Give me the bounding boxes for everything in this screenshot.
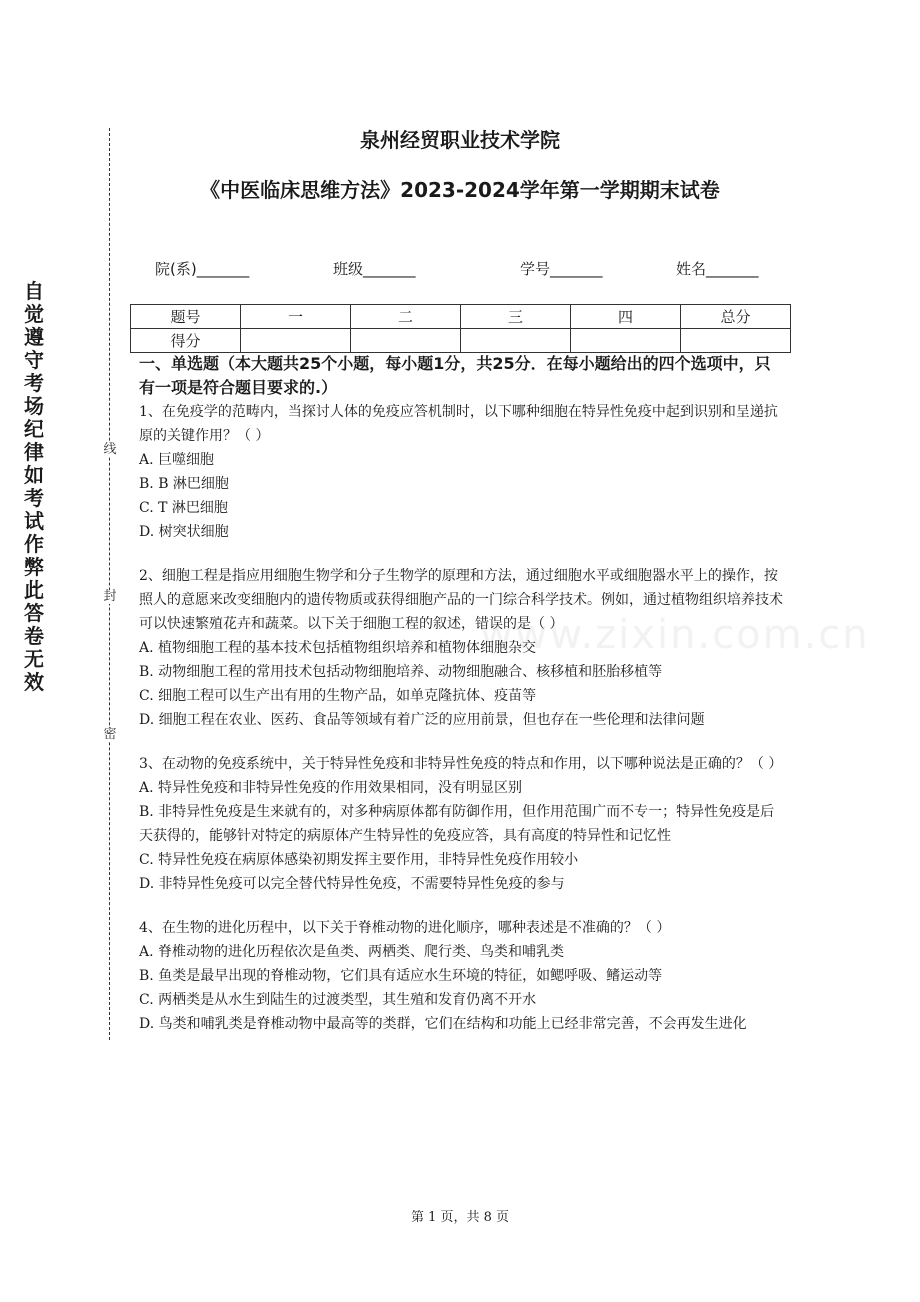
option-b: B. B 淋巴细胞 bbox=[139, 476, 229, 492]
score-table-header-row bbox=[131, 305, 791, 329]
score-row-label: 得分 bbox=[131, 329, 241, 353]
binding-dashed-line bbox=[109, 128, 110, 1040]
question-stem: 3、在动物的免疫系统中，关于特异性免疫和非特异性免疫的特点和作用，以下哪种说法是正确的？（ ） bbox=[139, 756, 783, 772]
class-field[interactable]: 班级_______ bbox=[333, 260, 416, 278]
score-header-cell: 总分 bbox=[681, 305, 791, 329]
question-stem: 1、在免疫学的范畴内，当探讨人体的免疫应答机制时，以下哪种细胞在特异性免疫中起到识别和呈递抗原的关键作用？（ ） bbox=[139, 404, 778, 444]
watermark: www.zixin.com.cn bbox=[480, 612, 870, 658]
page-footer: 第 1 页，共 8 页 bbox=[410, 1210, 510, 1225]
binding-mark-mi: 密 bbox=[103, 727, 117, 742]
binding-mark-feng: 封 bbox=[103, 589, 117, 604]
option-d: D. 细胞工程在农业、医药、食品等领域有着广泛的应用前景，但也存在一些伦理和法律问题 bbox=[139, 712, 705, 728]
score-cell[interactable] bbox=[351, 329, 461, 353]
question-stem: 2、细胞工程是指应用细胞生物学和分子生物学的原理和方法，通过细胞水平或细胞器水平上的操作，按照人的意愿来改变细胞内的遗传物质或获得细胞产品的一门综合科学技术。例如，通过植物组织培养技术可以快速繁殖花卉和蔬菜。以下关于细胞工程的叙述，错误的是（ ） bbox=[139, 568, 783, 632]
option-a: A. 特异性免疫和非特异性免疫的作用效果相同，没有明显区别 bbox=[139, 780, 523, 796]
option-d: D. 非特异性免疫可以完全替代特异性免疫，不需要特异性免疫的参与 bbox=[139, 876, 565, 892]
score-header-cell: 一 bbox=[241, 305, 351, 329]
question-2 bbox=[139, 564, 784, 732]
department-field[interactable]: 院(系)_______ bbox=[155, 260, 250, 278]
option-b: B. 非特异性免疫是生来就有的，对多种病原体都有防御作用，但作用范围广而不专一；特异性免疫是后天获得的，能够针对特定的病原体产生特异性的免疫应答，具有高度的特异性和记忆性 bbox=[139, 804, 775, 844]
exam-title: 《中医临床思维方法》2023-2024学年第一学期期末试卷 bbox=[200, 178, 720, 202]
option-d: D. 树突状细胞 bbox=[139, 524, 229, 540]
exam-discipline-notice: 自觉遵守考场纪律如考试作弊此答卷无效 bbox=[24, 279, 44, 694]
score-table bbox=[130, 304, 791, 353]
student-id-field[interactable]: 学号_______ bbox=[520, 260, 603, 278]
score-cell[interactable] bbox=[681, 329, 791, 353]
option-d: D. 鸟类和哺乳类是脊椎动物中最高等的类群，它们在结构和功能上已经非常完善，不会再发生进化 bbox=[139, 1016, 747, 1032]
name-field[interactable]: 姓名_______ bbox=[676, 260, 759, 278]
option-a: A. 脊椎动物的进化历程依次是鱼类、两栖类、爬行类、鸟类和哺乳类 bbox=[139, 944, 565, 960]
score-header-cell: 二 bbox=[351, 305, 461, 329]
school-name: 泉州经贸职业技术学院 bbox=[360, 128, 560, 152]
score-header-cell: 三 bbox=[461, 305, 571, 329]
option-b: B. 鱼类是最早出现的脊椎动物，它们具有适应水生环境的特征，如鳃呼吸、鳍运动等 bbox=[139, 968, 663, 984]
question-4 bbox=[139, 916, 784, 1036]
option-c: C. 两栖类是从水生到陆生的过渡类型，其生殖和发育仍离不开水 bbox=[139, 992, 537, 1008]
option-a: A. 植物细胞工程的基本技术包括植物组织培养和植物体细胞杂交 bbox=[139, 640, 537, 656]
score-header-cell: 四 bbox=[571, 305, 681, 329]
exam-content bbox=[139, 352, 784, 1056]
score-cell[interactable] bbox=[461, 329, 571, 353]
question-3 bbox=[139, 752, 784, 896]
question-stem: 4、在生物的进化历程中，以下关于脊椎动物的进化顺序，哪种表述是不准确的？（ ） bbox=[139, 920, 671, 936]
option-c: C. 细胞工程可以生产出有用的生物产品，如单克隆抗体、疫苗等 bbox=[139, 688, 537, 704]
score-cell[interactable] bbox=[241, 329, 351, 353]
score-cell[interactable] bbox=[571, 329, 681, 353]
option-c: C. 特异性免疫在病原体感染初期发挥主要作用，非特异性免疫作用较小 bbox=[139, 852, 579, 868]
question-1 bbox=[139, 400, 784, 544]
option-c: C. T 淋巴细胞 bbox=[139, 500, 228, 516]
option-a: A. 巨噬细胞 bbox=[139, 452, 215, 468]
option-b: B. 动物细胞工程的常用技术包括动物细胞培养、动物细胞融合、核移植和胚胎移植等 bbox=[139, 664, 663, 680]
section-heading: 一、单选题（本大题共25个小题，每小题1分，共25分．在每小题给出的四个选项中，只有一项是符合题目要求的.） bbox=[139, 354, 771, 397]
binding-mark-xian: 线 bbox=[103, 442, 117, 457]
score-header-cell: 题号 bbox=[131, 305, 241, 329]
score-table-row bbox=[131, 329, 791, 353]
